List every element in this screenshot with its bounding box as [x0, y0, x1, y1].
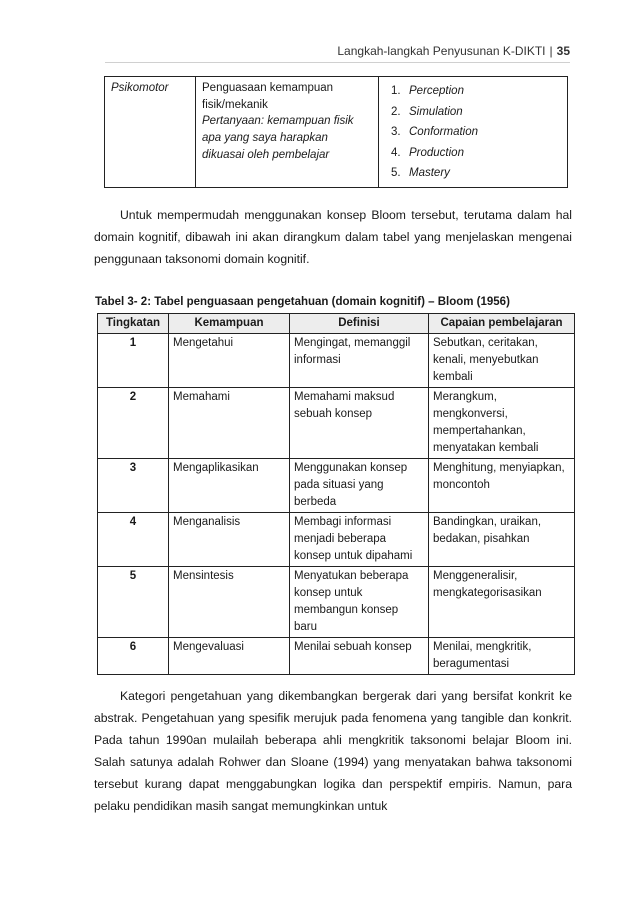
ability-cell: Mengetahui	[169, 334, 290, 388]
page-number: 35	[556, 44, 570, 58]
definition-cell: Menilai sebuah konsep	[290, 638, 429, 675]
level-cell: 5	[98, 567, 169, 638]
outcome-cell: Sebutkan, ceritakan, kenali, menyebutkan kembali	[429, 334, 575, 388]
definition-cell: Memahami maksud sebuah konsep	[290, 388, 429, 459]
bloom-cognitive-table	[97, 313, 575, 675]
header-cell-tingkatan: Tingkatan	[98, 314, 169, 334]
table-row	[98, 513, 575, 567]
ability-cell: Memahami	[169, 388, 290, 459]
level-cell: 2	[98, 388, 169, 459]
definition-text: Penguasaan kemampuan fisik/mekanik	[202, 82, 334, 111]
table-row	[98, 459, 575, 513]
list-item: 1. Perception	[391, 85, 464, 97]
header-cell-kemampuan: Kemampuan	[169, 314, 290, 334]
table-row	[98, 334, 575, 388]
psikomotor-table	[104, 76, 568, 188]
running-header	[337, 44, 570, 58]
list-item: 4. Production	[391, 146, 464, 159]
outcome-cell: Merangkum, mengkonversi, mempertahankan, menyatakan kembali	[429, 388, 575, 459]
definition-cell: Mengingat, memanggil informasi	[290, 334, 429, 388]
list-item: 2. Simulation	[391, 105, 463, 118]
definition-cell: Menyatukan beberapa konsep untuk membangun konsep baru	[290, 567, 429, 638]
outcome-cell: Menilai, mengkritik, beragumentasi	[429, 638, 575, 675]
table-row	[98, 638, 575, 675]
header-rule	[105, 62, 570, 63]
ability-cell: Mengaplikasikan	[169, 459, 290, 513]
domain-cell: Psikomotor	[105, 77, 196, 188]
header-cell-capaian: Capaian pembelajaran	[429, 314, 575, 334]
level-cell: 1	[98, 334, 169, 388]
list-item: 3. Conformation	[391, 126, 479, 139]
definition-cell	[196, 77, 379, 188]
table-row	[98, 567, 575, 638]
level-cell: 6	[98, 638, 169, 675]
definition-cell: Membagi informasi menjadi beberapa konsep untuk dipahami	[290, 513, 429, 567]
header-title: Langkah-langkah Penyusunan K-DIKTI	[337, 44, 546, 58]
table-row	[105, 77, 568, 188]
level-cell: 4	[98, 513, 169, 567]
ability-cell: Menganalisis	[169, 513, 290, 567]
levels-list	[391, 81, 563, 184]
table-header-row	[98, 314, 575, 334]
outcome-cell: Bandingkan, uraikan, bedakan, pisahkan	[429, 513, 575, 567]
ability-cell: Mensintesis	[169, 567, 290, 638]
definition-cell: Menggunakan konsep pada situasi yang berbeda	[290, 459, 429, 513]
body-paragraph-2: Kategori pengetahuan yang dikembangkan bergerak dari yang bersifat konkrit ke abstrak. Pengetahuan yang spesifik merujuk pada fenomena yang tangible dan konkrit. Pada tahun 1990an mulailah beberapa ahli mengkritik taksonomi belajar Bloom ini. Salah satunya adalah Rohwer dan Sloane (1994) yang menyatakan bahwa taksonomi tersebut kurang dapat menggabungkan logika dan perspektif empiris. Namun, para pelaku pendidikan masih sangat memungkinkan untuk	[94, 689, 572, 813]
outcome-cell: Menghitung, menyiapkan, moncontoh	[429, 459, 575, 513]
header-separator: |	[549, 44, 553, 58]
ability-cell: Mengevaluasi	[169, 638, 290, 675]
level-cell: 3	[98, 459, 169, 513]
table-caption: Tabel 3- 2: Tabel penguasaan pengetahuan (domain kognitif) – Bloom (1956)	[95, 296, 510, 308]
outcome-cell: Menggeneralisir, mengkategorisasikan	[429, 567, 575, 638]
list-item: 5. Mastery	[391, 167, 450, 180]
header-cell-definisi: Definisi	[290, 314, 429, 334]
question-text: Pertanyaan: kemampuan fisik apa yang saya harapkan dikuasai oleh pembelajar	[202, 115, 354, 161]
levels-cell	[379, 77, 568, 188]
body-paragraph-1: Untuk mempermudah menggunakan konsep Bloom tersebut, terutama dalam hal domain kognitif, dibawah ini akan dirangkum dalam tabel yang menjelaskan mengenai penggunaan taksonomi domain kognitif.	[94, 208, 572, 266]
table-row	[98, 388, 575, 459]
